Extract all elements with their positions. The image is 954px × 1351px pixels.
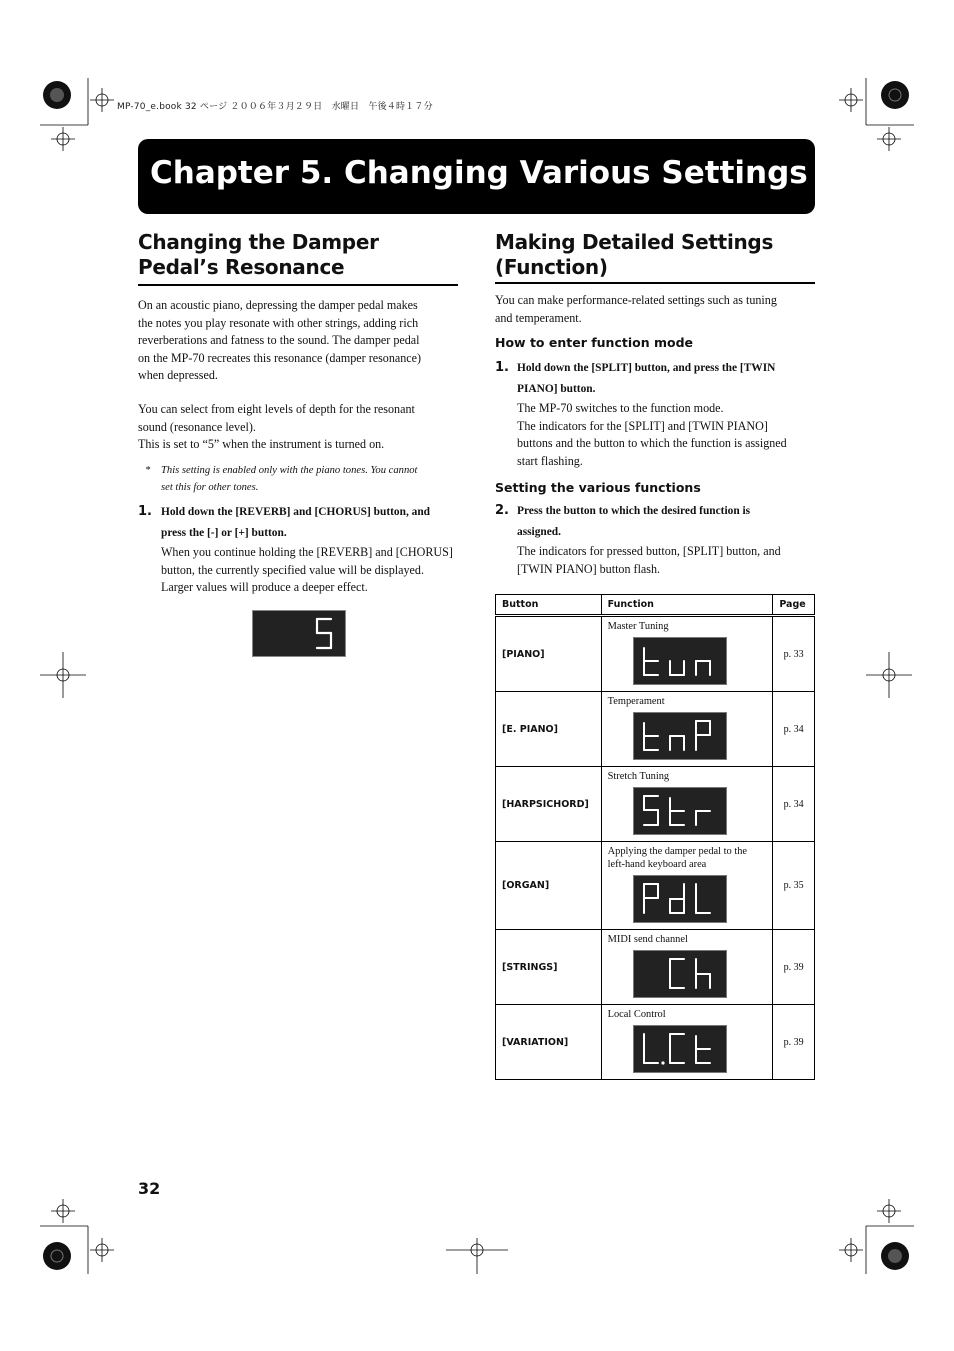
led-display xyxy=(633,950,727,998)
step-heading xyxy=(517,501,817,543)
text-line: Press the button to which the desired function is xyxy=(517,505,751,517)
note-mark: * xyxy=(145,465,151,476)
function-label: Local Control xyxy=(607,1009,666,1020)
text-line: when depressed. xyxy=(138,368,218,383)
page-cell: p. 34 xyxy=(773,767,815,842)
text-line: press the [-] or [+] button. xyxy=(161,527,287,539)
page-cell: p. 39 xyxy=(773,930,815,1005)
text-line: the notes you play resonate with other strings, adding rich xyxy=(138,315,419,330)
page-cell: p. 34 xyxy=(773,692,815,767)
text-line: buttons and the button to which the function is assigned xyxy=(517,436,787,451)
paragraph-resonance-level xyxy=(138,401,468,454)
function-cell xyxy=(601,616,773,692)
table-row xyxy=(496,930,815,1005)
text-line: PIANO] button. xyxy=(517,383,596,395)
table-row xyxy=(496,767,815,842)
column-header-page: Page xyxy=(773,595,815,616)
button-cell: [VARIATION] xyxy=(496,1005,602,1080)
heading-rule xyxy=(495,282,815,284)
function-cell xyxy=(601,767,773,842)
led-display xyxy=(252,610,346,657)
step-heading xyxy=(161,502,461,544)
text-line: You can select from eight levels of depth for the resonant xyxy=(138,402,415,416)
step-body xyxy=(517,400,827,470)
chapter-title: Chapter 5. Changing Various Settings xyxy=(150,155,808,191)
subheading-setting-functions: Setting the various functions xyxy=(495,480,701,495)
function-label: Master Tuning xyxy=(607,621,669,632)
button-cell: [PIANO] xyxy=(496,616,602,692)
table-header-row xyxy=(496,595,815,616)
heading-rule xyxy=(138,284,458,286)
heading-line: Making Detailed Settings xyxy=(495,230,774,254)
section-heading-function xyxy=(495,230,773,280)
file-meta: MP-70_e.book 32 ページ ２００６年３月２９日 水曜日 午後４時１７分 xyxy=(117,102,433,112)
text-line: [TWIN PIANO] button flash. xyxy=(517,561,661,576)
function-label: MIDI send channel xyxy=(607,934,688,945)
led-text-pdl xyxy=(634,876,726,922)
note-piano-only xyxy=(161,462,461,496)
paragraph-damper-intro xyxy=(138,297,468,385)
button-cell: [STRINGS] xyxy=(496,930,602,1005)
text-line: sound (resonance level). xyxy=(138,419,256,434)
function-label: Temperament xyxy=(607,696,665,707)
led-display xyxy=(633,787,727,835)
step-number: 1. xyxy=(138,504,152,519)
table-row xyxy=(496,692,815,767)
text-line: Hold down the [SPLIT] button, and press the [TWIN xyxy=(517,362,776,374)
function-cell xyxy=(601,930,773,1005)
text-line: This is set to “5” when the instrument is turned on. xyxy=(138,437,385,452)
text-line: The indicators for the [SPLIT] and [TWIN PIANO] xyxy=(517,418,768,433)
text-line: When you continue holding the [REVERB] and [CHORUS] xyxy=(161,545,453,559)
button-cell: [ORGAN] xyxy=(496,842,602,930)
table-row xyxy=(496,1005,815,1080)
text-line: and temperament. xyxy=(495,310,582,325)
step-body xyxy=(161,544,471,597)
function-label: Stretch Tuning xyxy=(607,771,670,782)
heading-line: (Function) xyxy=(495,255,608,279)
subheading-enter-function: How to enter function mode xyxy=(495,335,693,350)
text-line: The MP-70 switches to the function mode. xyxy=(517,401,724,415)
led-display xyxy=(633,712,727,760)
text-line: button, the currently specified value will be displayed. xyxy=(161,562,424,577)
text-line: This setting is enabled only with the piano tones. You cannot xyxy=(161,465,418,476)
table-row xyxy=(496,616,815,692)
function-label: Applying the damper pedal to the left-hand keyboard area xyxy=(607,846,748,870)
function-cell xyxy=(601,842,773,930)
led-display xyxy=(633,1025,727,1073)
page-number: 32 xyxy=(138,1179,161,1198)
text-line: on the MP-70 recreates this resonance (damper resonance) xyxy=(138,350,422,365)
led-text-str xyxy=(634,788,726,834)
text-line: The indicators for pressed button, [SPLIT] button, and xyxy=(517,544,781,558)
step-body xyxy=(517,543,827,578)
page-cell: p. 39 xyxy=(773,1005,815,1080)
function-table xyxy=(495,594,815,1080)
led-digit-5 xyxy=(253,611,345,656)
paragraph-function-intro xyxy=(495,292,825,327)
text-line: On an acoustic piano, depressing the damper pedal makes xyxy=(138,298,418,312)
led-display xyxy=(633,637,727,685)
text-line: You can make performance-related settings such as tuning xyxy=(495,293,777,307)
table-row xyxy=(496,842,815,930)
led-text-ch xyxy=(634,951,726,997)
function-cell xyxy=(601,692,773,767)
page-cell: p. 35 xyxy=(773,842,815,930)
function-cell xyxy=(601,1005,773,1080)
column-header-function: Function xyxy=(601,595,773,616)
heading-line: Changing the Damper xyxy=(138,230,379,254)
led-text-lct xyxy=(634,1026,726,1072)
led-text-tun xyxy=(634,638,726,684)
button-cell: [E. PIANO] xyxy=(496,692,602,767)
text-line: set this for other tones. xyxy=(161,482,259,493)
button-cell: [HARPSICHORD] xyxy=(496,767,602,842)
text-line: reverberations and fatness to the sound. The damper pedal xyxy=(138,333,420,348)
heading-line: Pedal’s Resonance xyxy=(138,255,345,279)
text-line: Larger values will produce a deeper effect. xyxy=(161,580,368,595)
step-number: 2. xyxy=(495,503,509,518)
text-line: assigned. xyxy=(517,526,561,538)
page-cell: p. 33 xyxy=(773,616,815,692)
text-line: start flashing. xyxy=(517,453,583,468)
text-line: Hold down the [REVERB] and [CHORUS] button, and xyxy=(161,506,431,518)
column-header-button: Button xyxy=(496,595,602,616)
step-heading xyxy=(517,358,817,400)
led-text-tmp xyxy=(634,713,726,759)
led-display xyxy=(633,875,727,923)
step-number: 1. xyxy=(495,360,509,375)
section-heading-damper xyxy=(138,230,379,280)
